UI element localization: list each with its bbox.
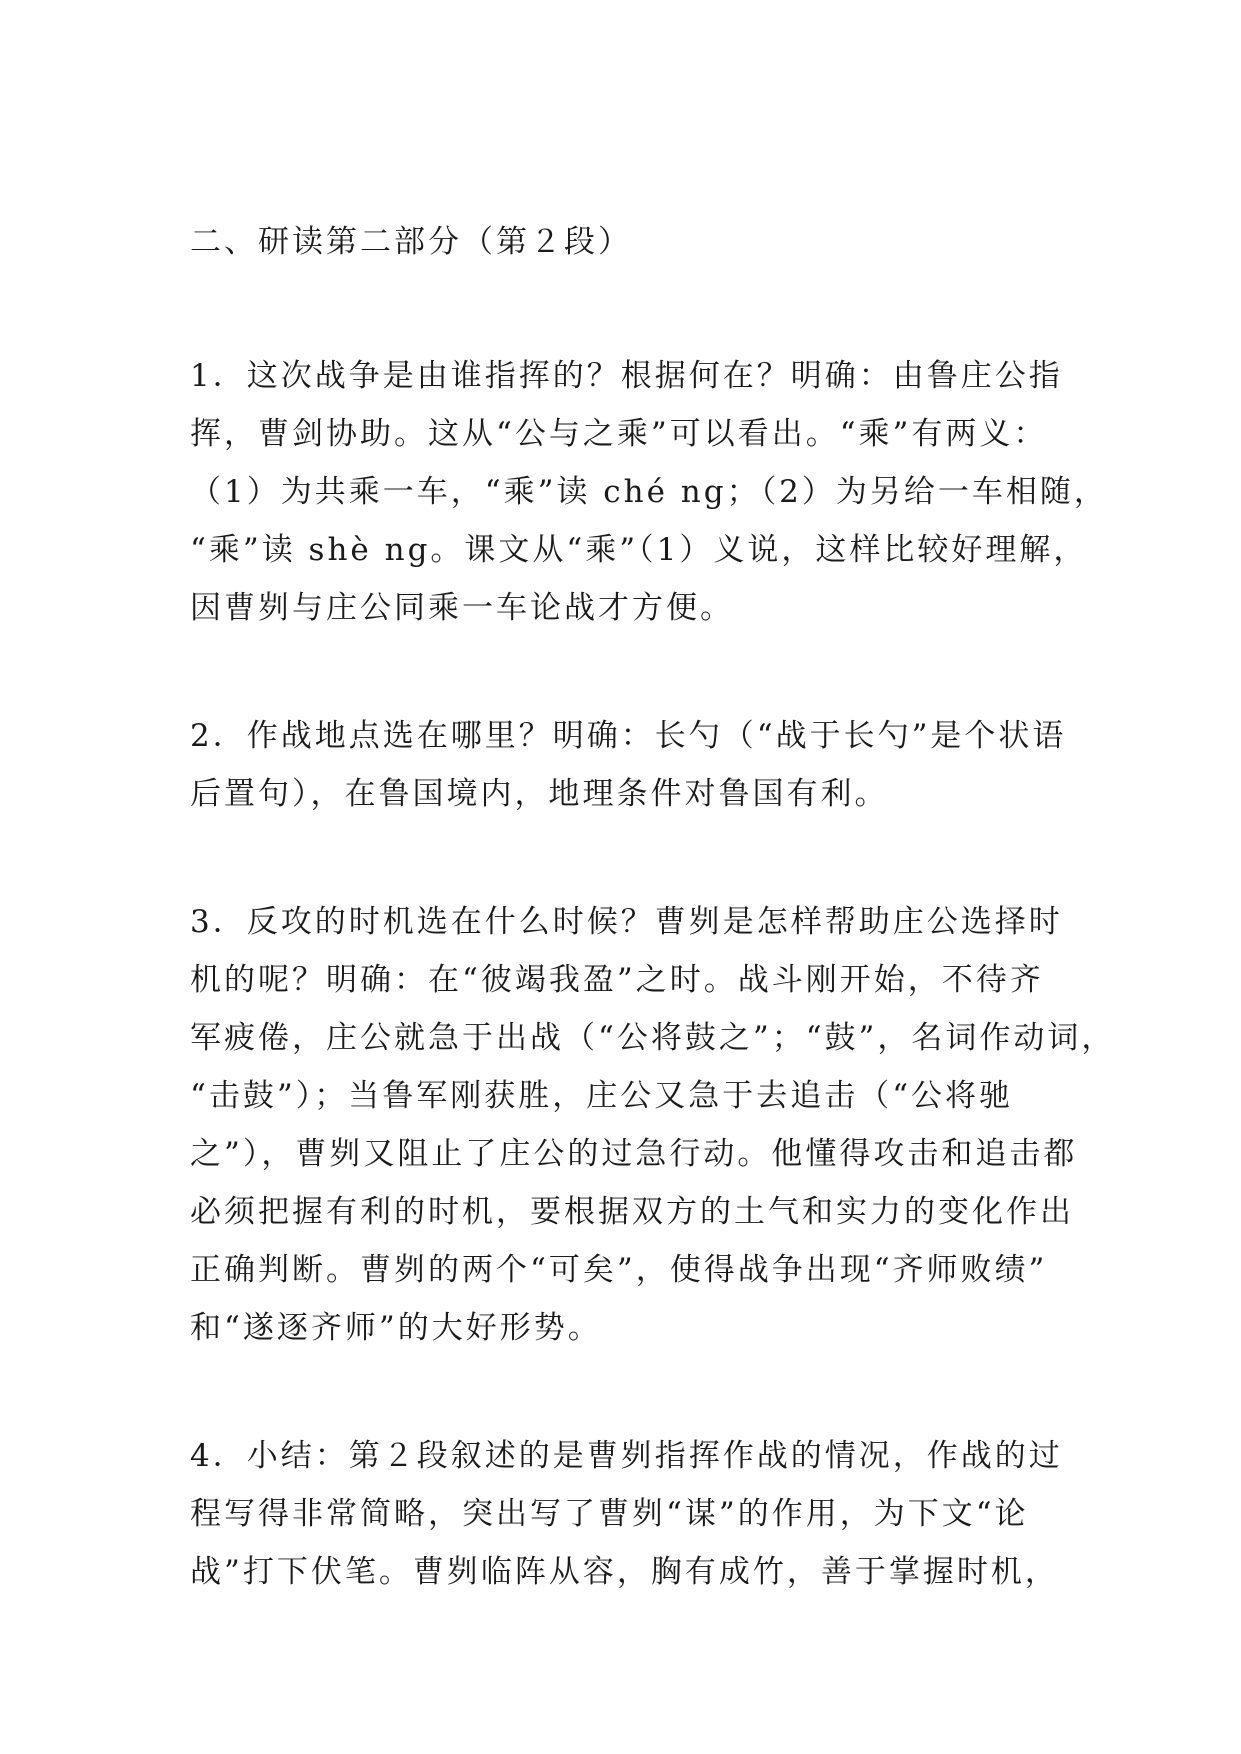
- paragraph-line: 和“遂逐齐师”的大好形势。: [190, 1310, 602, 1346]
- paragraph-3: [190, 893, 1116, 1357]
- paragraph-line: 之”），曹刿又阻止了庄公的过急行动。他懂得攻击和追击都: [190, 1136, 1078, 1172]
- spacer: [190, 823, 1090, 893]
- paragraph-line: 军疲倦，庄公就急于出战（“公将鼓之”；“鼓”，名词作动词，: [190, 1020, 1116, 1056]
- paragraph-4: [190, 1427, 1090, 1601]
- paragraph-line: 正确判断。曹刿的两个“可矣”，使得战争出现“齐师败绩”: [190, 1252, 1048, 1288]
- paragraph-line: 后置句），在鲁国境内，地理条件对鲁国有利。: [190, 776, 889, 812]
- document-body: [190, 214, 1116, 1601]
- paragraph-line: “击鼓”）；当鲁军刚获胜，庄公又急于去追击（“公将驰: [190, 1078, 1014, 1114]
- spacer: [190, 270, 1090, 347]
- paragraph-line: 因曹刿与庄公同乘一车论战才方便。: [190, 590, 734, 626]
- paragraph-line: （1）为共乘一车，“乘”读 ché ng；（2）为另给一车相随，: [190, 474, 1108, 510]
- spacer: [190, 1357, 1090, 1427]
- paragraph-1: [190, 347, 1108, 637]
- paragraph-line: 机的呢？明确：在“彼竭我盈”之时。战斗刚开始，不待齐: [190, 962, 1044, 998]
- spacer: [190, 637, 1090, 707]
- paragraph-line: 3．反攻的时机选在什么时候？曹刿是怎样帮助庄公选择时: [190, 904, 1063, 940]
- paragraph-line: 挥，曹剑协助。这从“公与之乘”可以看出。“乘”有两义：: [190, 416, 1048, 452]
- paragraph-line: 必须把握有利的时机，要根据双方的土气和实力的变化作出: [190, 1194, 1074, 1230]
- paragraph-line: 4．小结：第２段叙述的是曹刿指挥作战的情况，作战的过: [190, 1438, 1063, 1474]
- paragraph-line: “乘”读 shè ng。课文从“乘”（1）义说，这样比较好理解，: [190, 532, 1088, 568]
- paragraph-line: 2．作战地点选在哪里？明确：长勺（“战于长勺”是个状语: [190, 718, 1067, 754]
- section-heading: 二、研读第二部分（第２段）: [190, 224, 632, 260]
- paragraph-2: [190, 707, 1090, 823]
- paragraph-line: 程写得非常简略，突出写了曹刿“谋”的作用，为下文“论: [190, 1496, 1029, 1532]
- paragraph-line: 战”打下伏笔。曹刿临阵从容，胸有成竹，善于掌握时机，: [190, 1554, 1059, 1590]
- paragraph-line: 1．这次战争是由谁指挥的？根据何在？明确：由鲁庄公指: [190, 358, 1063, 394]
